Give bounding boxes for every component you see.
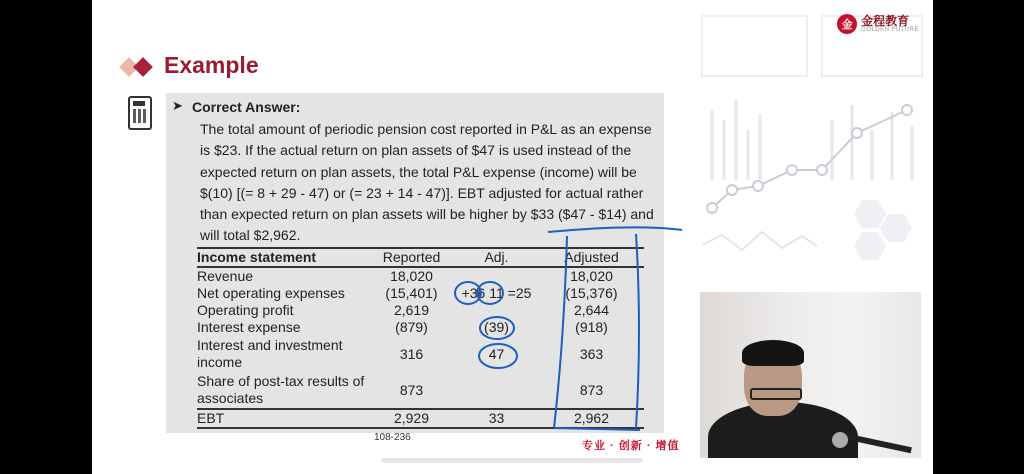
adjusted-value: (15,376) (565, 285, 618, 301)
reported-value: 18,020 (390, 268, 433, 284)
row-label: EBT (197, 409, 369, 428)
presenter-webcam (700, 292, 921, 458)
adjusted-value: 363 (579, 345, 604, 362)
golden-future-logo (837, 14, 919, 34)
adj-value (454, 302, 539, 319)
table-row (197, 267, 644, 285)
header-adj: Adj. (454, 248, 539, 267)
row-label: Share of post-tax results of associates (197, 373, 365, 406)
footer-slogan: 专业 · 创新 · 增值 (582, 440, 680, 452)
calculator-icon (128, 96, 152, 130)
adj-value: 47 (488, 345, 505, 362)
adjusted-value: 2,644 (573, 302, 610, 318)
slide-title: Example (164, 52, 259, 78)
microphone-icon (832, 432, 848, 448)
row-label: Revenue (197, 268, 254, 284)
table-header-row (197, 248, 644, 267)
reported-value: (15,401) (385, 285, 438, 301)
answer-panel (166, 93, 664, 433)
adjusted-value: 873 (579, 381, 604, 398)
adjusted-value: (918) (575, 319, 608, 335)
adj-value (454, 267, 539, 285)
table-row (197, 372, 644, 409)
reported-value: 873 (399, 381, 424, 398)
table-row (197, 336, 644, 372)
adj-value: (39) (484, 319, 509, 335)
reported-value: 2,929 (369, 409, 454, 428)
header-adjusted: Adjusted (539, 248, 644, 267)
adj-value (454, 372, 539, 409)
row-label: Net operating expenses (197, 285, 345, 301)
table-row (197, 285, 644, 302)
adj-value: 33 (454, 409, 539, 428)
background-chart-decoration (692, 0, 933, 300)
table-row (197, 302, 644, 319)
adjusted-value: 18,020 (570, 268, 613, 284)
logo-text: 金程教育 (861, 14, 910, 28)
income-statement-table (197, 247, 644, 429)
home-indicator-bar[interactable] (381, 458, 643, 463)
logo-subtext: GOLDEN FUTURE (861, 27, 919, 33)
golden-future-logo-icon: 金 (837, 14, 857, 34)
header-income-statement: Income statement (197, 248, 369, 267)
adjusted-value: 2,962 (539, 409, 644, 428)
reported-value: (879) (395, 319, 428, 335)
row-label: Interest and investment income (197, 337, 343, 370)
table-row-ebt (197, 409, 644, 428)
reported-value: 316 (399, 345, 424, 362)
adj-value: +36 11 =25 (461, 285, 532, 301)
diamond-bullet-icon (133, 57, 153, 77)
answer-paragraph: The total amount of periodic pension cost reported in P&L as an expense is $23. If the actual return on plan assets of $47 is used instead of the expected return on plan assets, the total P&L expense (income) will be $(10) [(= 8 + 29 - 47) or (= 23 + 14 - 47)]. EBT adjusted for actual rather than expected return on plan assets will be higher by $33 ($47 - $14) and will total $2,962. (200, 121, 654, 244)
row-label: Interest expense (197, 319, 301, 335)
table-row (197, 319, 644, 336)
reported-value: 2,619 (393, 302, 430, 318)
answer-heading: Correct Answer: (192, 99, 301, 115)
header-reported: Reported (369, 248, 454, 267)
row-label: Operating profit (197, 302, 294, 318)
page-number: 108-236 (374, 432, 411, 443)
arrow-bullet-icon: ➤ (172, 98, 183, 113)
